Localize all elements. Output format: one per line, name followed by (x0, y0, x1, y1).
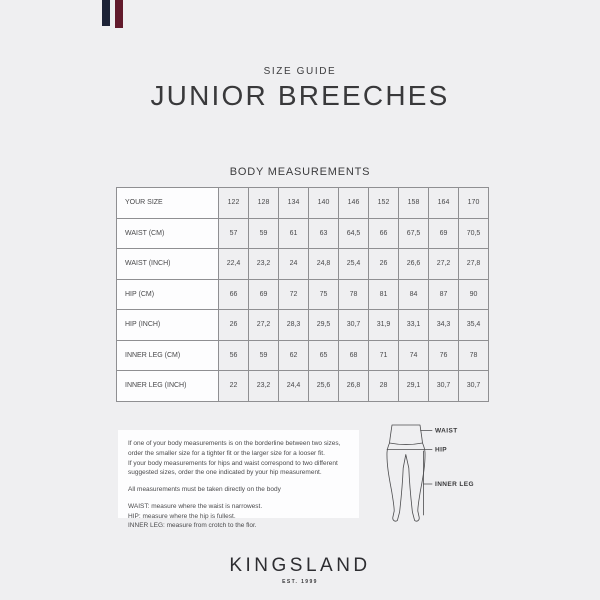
table-cell: 71 (369, 340, 399, 371)
table-cell: 65 (309, 340, 339, 371)
table-cell: 78 (459, 340, 489, 371)
table-row (117, 218, 489, 249)
table-cell: 24 (279, 249, 309, 280)
table-cell: 66 (219, 279, 249, 310)
body-measurements-table (116, 187, 489, 402)
note-line: All measurements must be taken directly on the body (128, 486, 281, 493)
table-row (117, 279, 489, 310)
note-line: If your body measurements for hips and waist correspond to two different suggested sizes, order the one indicated by your hip measurement. (128, 459, 338, 477)
table-cell: 170 (459, 188, 489, 219)
row-label: HIP (INCH) (117, 310, 219, 341)
table-cell: 29,1 (399, 371, 429, 402)
table-title: BODY MEASUREMENTS (229, 166, 371, 178)
kingsland-flag-icon (102, 0, 123, 28)
fit-notes (118, 430, 359, 530)
note-line: INNER LEG: measure from crotch to the flor. (128, 522, 257, 530)
table-cell: 23,2 (249, 249, 279, 280)
note-line: If one of your body measurements is on the borderline between two sizes, order the smaller size for a tighter fit or the larger size for a looser fit. (128, 440, 341, 457)
table-cell: 164 (429, 188, 459, 219)
table-cell: 78 (339, 279, 369, 310)
note-paragraph (128, 502, 349, 531)
table-cell: 24,8 (309, 249, 339, 280)
page-title: JUNIOR BREECHES (150, 80, 450, 111)
table-cell: 84 (399, 279, 429, 310)
table-cell: 30,7 (339, 310, 369, 341)
table-cell: 87 (429, 279, 459, 310)
note-line: HIP: measure where the hip is fullest. (128, 512, 236, 520)
table-cell: 56 (219, 340, 249, 371)
table-cell: 122 (219, 188, 249, 219)
table-cell: 76 (429, 340, 459, 371)
table-cell: 27,2 (429, 249, 459, 280)
note-line: WAIST: measure where the waist is narrowest. (128, 502, 263, 510)
table-cell: 25,6 (309, 371, 339, 402)
table-cell: 61 (279, 218, 309, 249)
size-guide-label: SIZE GUIDE (263, 66, 337, 77)
table-body (117, 188, 489, 402)
table-cell: 62 (279, 340, 309, 371)
flag-maroon-bar (115, 0, 123, 28)
table-cell: 28,3 (279, 310, 309, 341)
table-cell: 70,5 (459, 218, 489, 249)
row-label: YOUR SIZE (117, 188, 219, 219)
table-cell: 57 (219, 218, 249, 249)
row-label: INNER LEG (CM) (117, 340, 219, 371)
table-row (117, 249, 489, 280)
table-cell: 22 (219, 371, 249, 402)
table-cell: 22,4 (219, 249, 249, 280)
brand-name: KINGSLAND (229, 555, 371, 576)
diagram-label-inner-leg: INNER LEG (435, 481, 474, 488)
table-cell: 30,7 (429, 371, 459, 402)
table-cell: 30,7 (459, 371, 489, 402)
table-row (117, 371, 489, 402)
table-cell: 81 (369, 279, 399, 310)
table-cell: 90 (459, 279, 489, 310)
table-cell: 152 (369, 188, 399, 219)
row-label: INNER LEG (INCH) (117, 371, 219, 402)
table-cell: 59 (249, 218, 279, 249)
table-cell: 64,5 (339, 218, 369, 249)
flag-navy-bar (102, 0, 110, 26)
brand-logo (0, 555, 600, 585)
table-row (117, 310, 489, 341)
note-paragraph (128, 485, 349, 495)
table-cell: 134 (279, 188, 309, 219)
table-cell: 26,6 (399, 249, 429, 280)
table-cell: 158 (399, 188, 429, 219)
table-cell: 74 (399, 340, 429, 371)
table-cell: 25,4 (339, 249, 369, 280)
table-cell: 35,4 (459, 310, 489, 341)
table-cell: 128 (249, 188, 279, 219)
table-cell: 140 (309, 188, 339, 219)
table-cell: 26,8 (339, 371, 369, 402)
table-cell: 29,5 (309, 310, 339, 341)
table-cell: 26 (369, 249, 399, 280)
brand-est: EST. 1999 (282, 579, 318, 585)
table-cell: 33,1 (399, 310, 429, 341)
table-cell: 63 (309, 218, 339, 249)
diagram-label-hip: HIP (435, 446, 448, 454)
table-cell: 23,2 (249, 371, 279, 402)
row-label: WAIST (CM) (117, 218, 219, 249)
diagram-label-waist: WAIST (435, 427, 458, 435)
table-cell: 69 (429, 218, 459, 249)
row-label: HIP (CM) (117, 279, 219, 310)
table-cell: 27,8 (459, 249, 489, 280)
table-cell: 31,9 (369, 310, 399, 341)
table-cell: 68 (339, 340, 369, 371)
table-cell: 67,5 (399, 218, 429, 249)
table-cell: 24,4 (279, 371, 309, 402)
table-row (117, 188, 489, 219)
table-cell: 59 (249, 340, 279, 371)
breeches-outline-icon (387, 425, 425, 521)
table-cell: 26 (219, 310, 249, 341)
table-cell: 146 (339, 188, 369, 219)
table-cell: 28 (369, 371, 399, 402)
table-cell: 66 (369, 218, 399, 249)
table-cell: 34,3 (429, 310, 459, 341)
table-cell: 72 (279, 279, 309, 310)
breeches-diagram (375, 418, 493, 558)
table-row (117, 340, 489, 371)
table-cell: 69 (249, 279, 279, 310)
note-paragraph (128, 439, 349, 478)
table-cell: 27,2 (249, 310, 279, 341)
row-label: WAIST (INCH) (117, 249, 219, 280)
waistband-line (390, 443, 423, 445)
table-cell: 75 (309, 279, 339, 310)
